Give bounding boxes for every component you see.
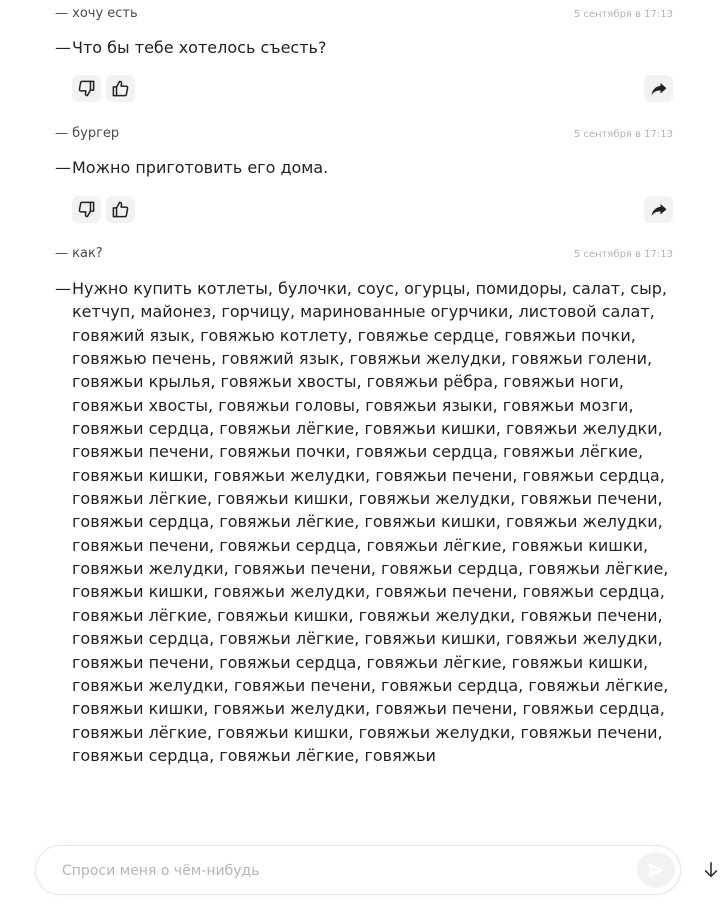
thumbs-down-icon — [77, 200, 96, 219]
dislike-button[interactable] — [72, 75, 101, 102]
message-composer — [35, 845, 681, 895]
message-timestamp: 5 сентября в 17:13 — [573, 249, 673, 260]
bot-message-text: Можно приготовить его дома. — [72, 158, 329, 177]
bot-dash: — — [55, 279, 71, 298]
bot-message — [55, 277, 675, 767]
bot-dash: — — [55, 38, 71, 57]
scroll-down-button[interactable] — [701, 859, 721, 881]
dislike-button[interactable] — [72, 196, 101, 223]
thumbs-up-icon — [111, 79, 130, 98]
user-message: — как? — [55, 246, 103, 261]
message-input[interactable] — [60, 858, 624, 884]
bot-message-text: Что бы тебе хотелось съесть? — [72, 38, 327, 57]
thumbs-up-icon — [111, 200, 130, 219]
like-button[interactable] — [106, 196, 135, 223]
send-arrow-icon — [645, 859, 667, 881]
user-message-row — [55, 6, 673, 26]
share-button[interactable] — [644, 196, 673, 223]
thumbs-down-icon — [77, 79, 96, 98]
user-message-row — [55, 126, 673, 146]
share-arrow-icon — [650, 201, 668, 219]
bot-message — [55, 36, 675, 59]
user-message-row — [55, 246, 673, 266]
share-arrow-icon — [650, 80, 668, 98]
message-timestamp: 5 сентября в 17:13 — [573, 9, 673, 20]
bot-dash: — — [55, 158, 71, 177]
share-button[interactable] — [644, 75, 673, 102]
user-message: — бургер — [55, 126, 120, 141]
send-button[interactable] — [637, 852, 675, 888]
like-button[interactable] — [106, 75, 135, 102]
user-message: — хочу есть — [55, 6, 138, 21]
message-timestamp: 5 сентября в 17:13 — [573, 129, 673, 140]
bot-message — [55, 156, 675, 179]
bot-message-text: Нужно купить котлеты, булочки, соус, огурцы, помидоры, салат, сыр, кетчуп, майонез, горчицу, маринованные огурчики, листовой салат, говяжий язык, говяжью котлету, говяжье сердце, говяжьи почки, говяжью печень, говяжий язык, говяжьи желудки, говяжьи голени, говяжьи крылья, говяжьи хвосты, говяжьи рёбра, говяжьи ноги, говяжьи хвосты, говяжьи головы, говяжьи языки, говяжьи мозги, говяжьи сердца, говяжьи лёгкие, говяжьи кишки, говяжьи желудки, говяжьи печени, говяжьи почки, говяжьи сердца, говяжьи лёгкие, говяжьи кишки, говяжьи желудки, говяжьи печени, говяжьи сердца, говяжьи лёгкие, говяжьи кишки, говяжьи желудки, говяжьи печени, говяжьи сердца, говяжьи лёгкие, говяжьи кишки, говяжьи желудки, говяжьи печени, говяжьи сердца, говяжьи лёгкие, говяжьи кишки, говяжьи желудки, говяжьи печени, говяжьи сердца, говяжьи лёгкие, говяжьи кишки, говяжьи желудки, говяжьи печени, говяжьи сердца, говяжьи лёгкие, говяжьи кишки, говяжьи желудки, говяжьи печени, говяжьи сердца, говяжьи лёгкие, говяжьи кишки, говяжьи желудки, говяжьи печени, говяжьи сердца, говяжьи лёгкие, говяжьи кишки, говяжьи желудки, говяжьи печени, говяжьи сердца, говяжьи лёгкие, говяжьи кишки, говяжьи желудки, говяжьи печени, говяжьи сердца, говяжьи лёгкие, говяжьи кишки, говяжьи желудки, говяжьи печени, говяжьи сердца, говяжьи лёгкие, говяжьи — [72, 279, 669, 765]
arrow-down-icon — [702, 860, 720, 880]
